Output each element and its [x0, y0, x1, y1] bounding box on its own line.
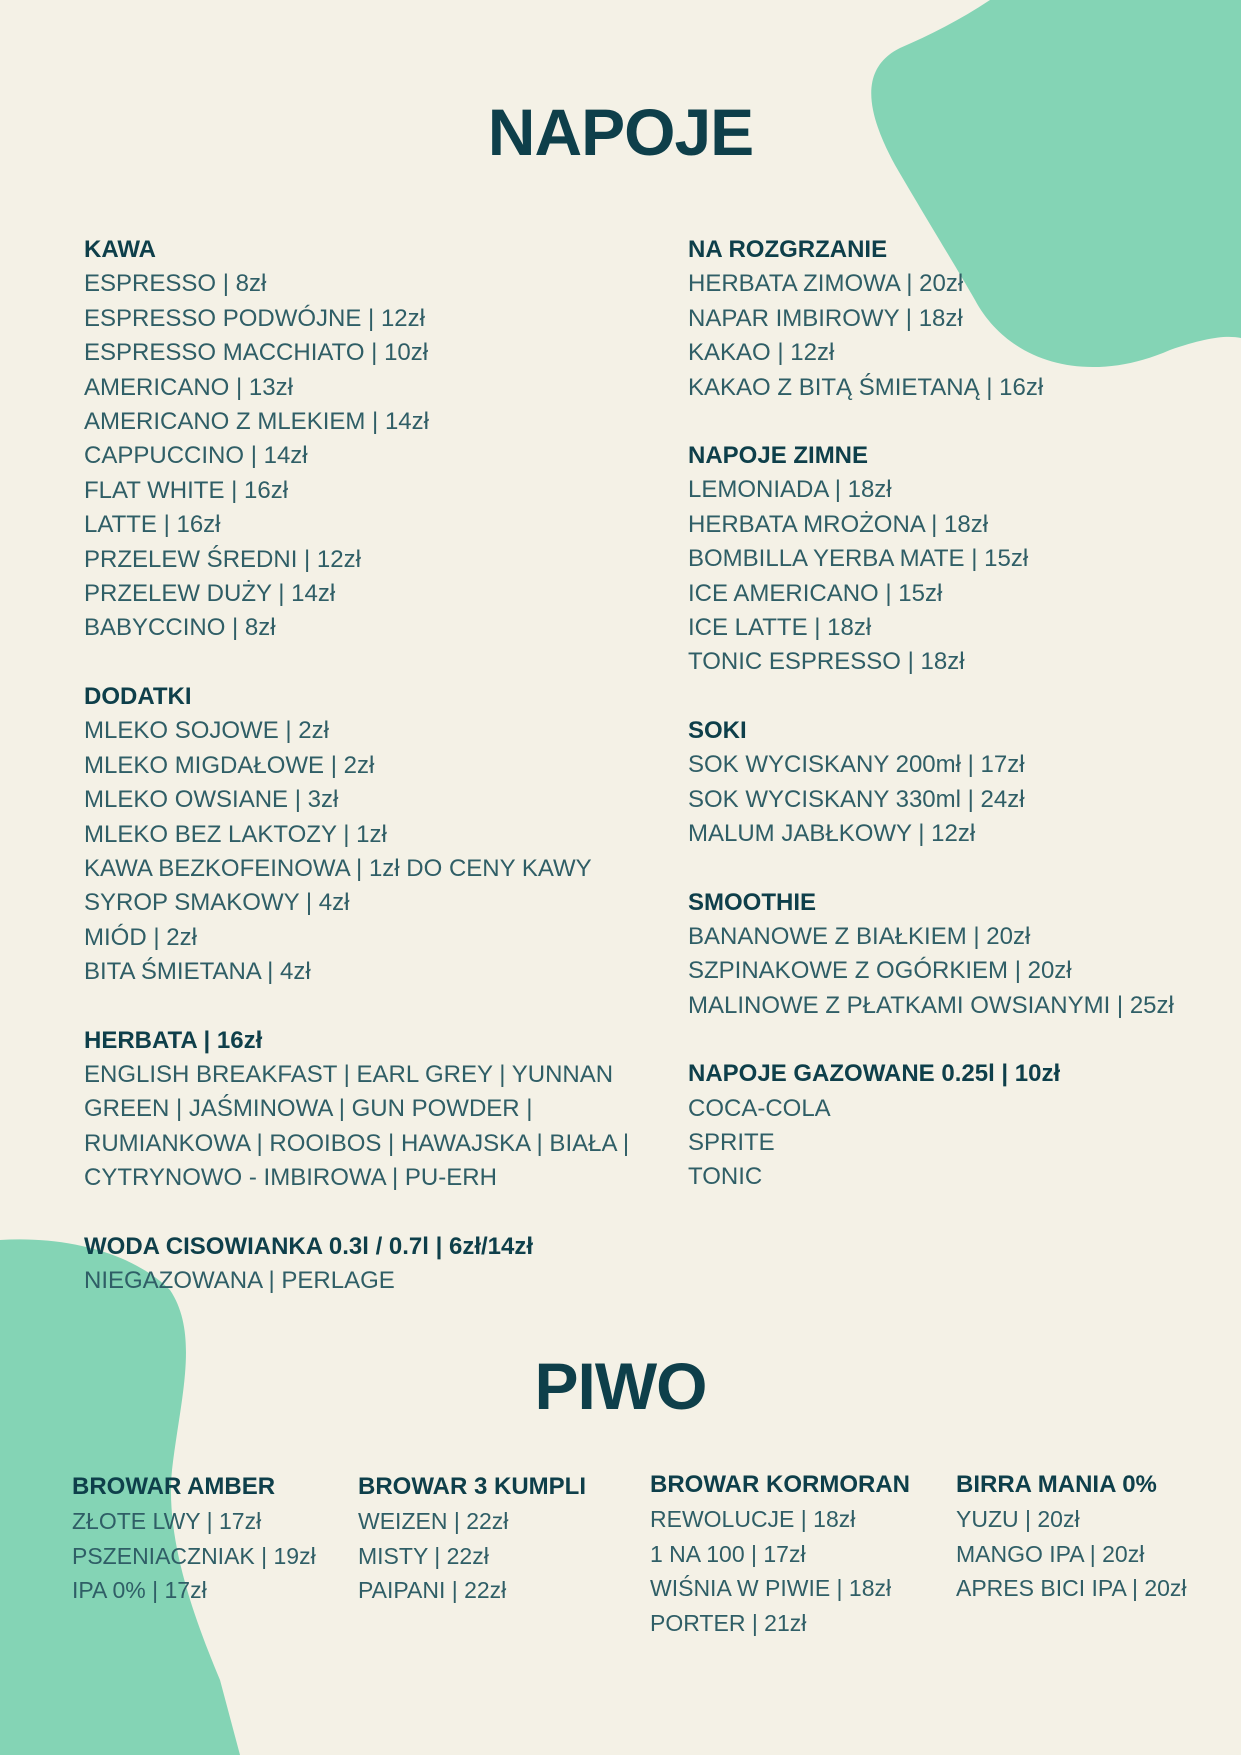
menu-item: MLEKO BEZ LAKTOZY | 1zł — [84, 820, 387, 848]
menu-item: BABYCCINO | 8zł — [84, 614, 276, 642]
menu-item: WEIZEN | 22zł — [358, 1508, 509, 1535]
item-list — [688, 920, 1233, 1023]
menu-item: SOK WYCISKANY 330ml | 24zł — [688, 785, 1025, 813]
section-title: BIRRA MANIA 0% — [956, 1471, 1157, 1498]
menu-item: HERBATA MROŻONA | 18zł — [688, 510, 989, 538]
menu-item: APRES BICI IPA | 20zł — [956, 1575, 1187, 1602]
menu-section-soki — [688, 714, 1233, 852]
item-list — [956, 1502, 1187, 1605]
menu-item: MLEKO MIGDAŁOWE | 2zł — [84, 751, 375, 779]
brewery-kormoran — [650, 1468, 910, 1640]
menu-section-smoothie — [688, 886, 1233, 1024]
menu-item: AMERICANO | 13zł — [84, 373, 293, 401]
item-list — [688, 1092, 1233, 1195]
drinks-left-column — [84, 233, 674, 1332]
menu-item: CYTRYNOWO - IMBIROWA | PU-ERH — [84, 1164, 497, 1192]
menu-item: AMERICANO Z MLEKIEM | 14zł — [84, 408, 429, 436]
menu-item: ESPRESSO MACCHIATO | 10zł — [84, 339, 429, 367]
section-title: NA ROZGRZANIE — [688, 236, 888, 263]
section-title: BROWAR KORMORAN — [650, 1471, 910, 1498]
menu-item: COCA-COLA — [688, 1094, 831, 1122]
menu-section-dodatki — [84, 680, 674, 990]
menu-item: MALINOWE Z PŁATKAMI OWSIANYMI | 25zł — [688, 991, 1174, 1019]
item-list — [72, 1504, 316, 1607]
menu-item: KAKAO Z BITĄ ŚMIETANĄ | 16zł — [688, 373, 1044, 401]
menu-item: MALUM JABŁKOWY | 12zł — [688, 820, 976, 848]
menu-item: PRZELEW ŚREDNI | 12zł — [84, 545, 361, 573]
menu-item: KAKAO | 12zł — [688, 339, 835, 367]
menu-item: LEMONIADA | 18zł — [688, 476, 892, 504]
item-list — [688, 267, 1233, 405]
brewery-amber — [72, 1470, 316, 1608]
item-list — [84, 267, 674, 645]
drinks-right-column — [688, 233, 1233, 1229]
menu-item: TONIC — [688, 1163, 763, 1191]
menu-item: ICE AMERICANO | 15zł — [688, 579, 943, 607]
menu-item: CAPPUCCINO | 14zł — [84, 442, 308, 470]
menu-item: GREEN | JAŚMINOWA | GUN POWDER | — [84, 1095, 533, 1123]
section-title: BROWAR 3 KUMPLI — [358, 1473, 586, 1500]
beer-title: PIWO — [534, 1349, 707, 1423]
section-title: NAPOJE GAZOWANE 0.25l | 10zł — [688, 1060, 1061, 1088]
menu-item: MLEKO OWSIANE | 3zł — [84, 786, 339, 814]
item-list — [84, 1058, 674, 1196]
section-title: KAWA — [84, 236, 156, 263]
menu-item: MIÓD | 2zł — [84, 923, 197, 951]
menu-item: LATTE | 16zł — [84, 511, 221, 539]
menu-item: IPA 0% | 17zł — [72, 1577, 207, 1604]
item-list — [688, 748, 1233, 851]
menu-section-napoje-zimne — [688, 439, 1233, 680]
menu-item: KAWA BEZKOFEINOWA | 1zł DO CENY KAWY — [84, 854, 592, 882]
section-title: HERBATA | 16zł — [84, 1026, 263, 1054]
menu-section-herbata — [84, 1024, 674, 1196]
menu-item: PAIPANI | 22zł — [358, 1577, 507, 1604]
menu-item: 1 NA 100 | 17zł — [650, 1540, 806, 1567]
item-list — [650, 1502, 910, 1640]
menu-item: BANANOWE Z BIAŁKIEM | 20zł — [688, 922, 1031, 950]
menu-item: MISTY | 22zł — [358, 1542, 489, 1569]
menu-item: ESPRESSO | 8zł — [84, 270, 267, 298]
menu-section-kawa — [84, 233, 674, 646]
menu-item: ESPRESSO PODWÓJNE | 12zł — [84, 304, 425, 332]
menu-item: PSZENIACZNIAK | 19zł — [72, 1542, 316, 1569]
item-list — [84, 1264, 674, 1298]
drinks-title: NAPOJE — [487, 95, 754, 169]
menu-item: PORTER | 21zł — [650, 1609, 807, 1636]
section-title: SOKI — [688, 716, 747, 744]
item-list — [84, 714, 674, 989]
menu-section-na-rozgrzanie — [688, 233, 1233, 405]
section-title: DODATKI — [84, 682, 192, 710]
menu-item: TONIC ESPRESSO | 18zł — [688, 648, 965, 676]
menu-item: MLEKO SOJOWE | 2zł — [84, 717, 329, 745]
menu-item: SPRITE — [688, 1128, 775, 1156]
menu-item: WIŚNIA W PIWIE | 18zł — [650, 1575, 892, 1602]
brewery-3-kumpli — [358, 1470, 586, 1608]
menu-item: BITA ŚMIETANA | 4zł — [84, 958, 311, 986]
section-title: NAPOJE ZIMNE — [688, 442, 869, 470]
menu-item: HERBATA ZIMOWA | 20zł — [688, 270, 964, 298]
item-list — [358, 1504, 586, 1607]
menu-item: SOK WYCISKANY 200mł | 17zł — [688, 751, 1025, 779]
item-list — [688, 473, 1233, 679]
brewery-birra-mania — [956, 1468, 1187, 1606]
menu-item: REWOLUCJE | 18zł — [650, 1506, 856, 1533]
menu-item: FLAT WHITE | 16zł — [84, 476, 289, 504]
menu-item: RUMIANKOWA | ROOIBOS | HAWAJSKA | BIAŁA | — [84, 1129, 630, 1157]
menu-item: NIEGAZOWANA | PERLAGE — [84, 1266, 395, 1294]
section-title: SMOOTHIE — [688, 888, 817, 916]
menu-item: YUZU | 20zł — [956, 1506, 1080, 1533]
menu-item: PRZELEW DUŻY | 14zł — [84, 580, 336, 608]
menu-item: SZPINAKOWE Z OGÓRKIEM | 20zł — [688, 957, 1072, 985]
section-title: WODA CISOWIANKA 0.3l / 0.7l | 6zł/14zł — [84, 1232, 534, 1260]
menu-item: NAPAR IMBIROWY | 18zł — [688, 304, 963, 332]
section-title: BROWAR AMBER — [72, 1473, 276, 1500]
menu-item: MANGO IPA | 20zł — [956, 1540, 1145, 1567]
menu-section-woda — [84, 1230, 674, 1299]
menu-item: ENGLISH BREAKFAST | EARL GREY | YUNNAN — [84, 1060, 614, 1088]
menu-item: ICE LATTE | 18zł — [688, 614, 872, 642]
menu-item: BOMBILLA YERBA MATE | 15zł — [688, 545, 1029, 573]
menu-item: ZŁOTE LWY | 17zł — [72, 1508, 262, 1535]
menu-section-napoje-gazowane — [688, 1057, 1233, 1195]
menu-item: SYROP SMAKOWY | 4zł — [84, 889, 350, 917]
